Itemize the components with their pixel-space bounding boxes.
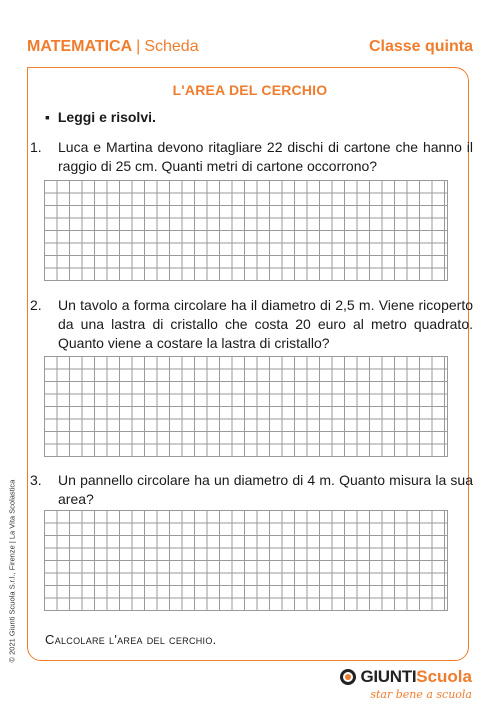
page-header	[27, 38, 473, 56]
question-number: 1.	[30, 139, 42, 155]
copyright-notice: © 2021 Giunti Scuola S.r.l., Firenze | La Vita Scolastica	[7, 479, 17, 663]
instruction-text: Leggi e risolvi.	[57, 109, 156, 125]
instruction	[45, 109, 156, 125]
grade-label: Classe quinta	[368, 38, 473, 55]
bullet-icon: ▪	[45, 109, 50, 125]
answer-grid-2[interactable]	[44, 356, 448, 457]
question-2	[30, 296, 473, 353]
question-3	[30, 471, 473, 509]
question-text: Un pannello circolare ha un diametro di 4 m. Quanto misura la sua area?	[58, 472, 473, 507]
logo-accent: Scuola	[416, 667, 472, 686]
logo-wordmark	[340, 667, 472, 687]
publisher-logo	[340, 667, 472, 701]
worksheet-title: L'AREA DEL CERCHIO	[172, 82, 328, 98]
logo-tagline: star bene a scuola	[370, 688, 472, 701]
footer-note: Calcolare l'area del cerchio.	[45, 632, 217, 647]
logo-name: GIUNTI	[360, 667, 417, 686]
giunti-logo-icon	[340, 669, 356, 685]
sheet-type-label: Scheda	[144, 38, 199, 55]
subject-label: MATEMATICA	[27, 38, 133, 55]
question-1	[30, 138, 473, 176]
answer-grid-1[interactable]	[44, 180, 448, 281]
answer-grid-3[interactable]	[44, 510, 448, 611]
header-separator: |	[136, 38, 141, 55]
question-text: Luca e Martina devono ritagliare 22 dischi di cartone che hanno il raggio di 25 cm. Quanti metri di cartone occorrono?	[58, 139, 473, 174]
header-left	[27, 38, 199, 56]
question-number: 3.	[30, 472, 42, 488]
question-text: Un tavolo a forma circolare ha il diametro di 2,5 m. Viene ricoperto da una lastra di cristallo che costa 20 euro al metro quadrato. Quanto viene a costare la lastra di cristallo?	[58, 297, 473, 351]
question-number: 2.	[30, 297, 42, 313]
